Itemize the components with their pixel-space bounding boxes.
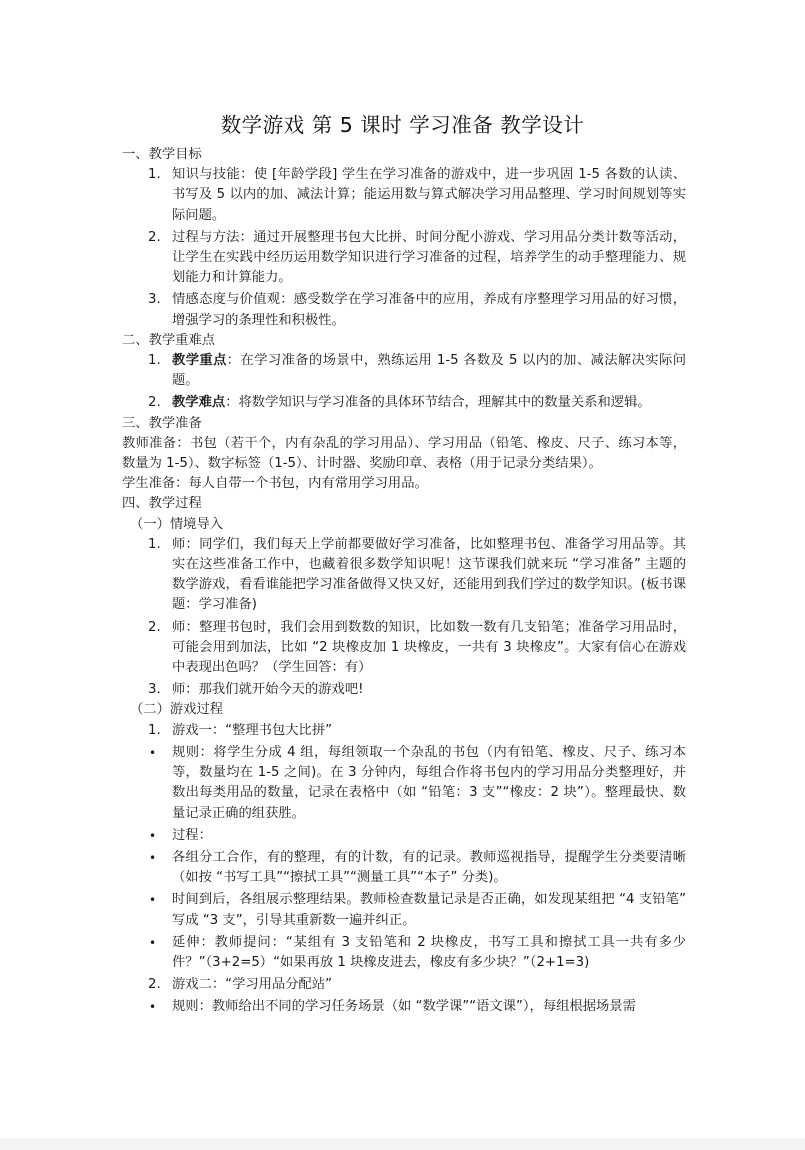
list-marker: 2. bbox=[148, 395, 161, 411]
bullet-item bbox=[122, 848, 686, 888]
bold-label: 教学重点 bbox=[172, 353, 227, 369]
list-item bbox=[122, 165, 686, 226]
subsection-heading-games: （二）游戏过程 bbox=[130, 702, 224, 718]
list-item bbox=[122, 618, 686, 679]
document-body bbox=[122, 145, 686, 1020]
list-marker: 2. bbox=[148, 977, 161, 993]
list-marker: 3. bbox=[148, 292, 161, 308]
list-item bbox=[122, 351, 686, 391]
section-heading-keypoints: 二、教学重难点 bbox=[122, 332, 216, 348]
bold-label: 教学难点 bbox=[172, 395, 226, 411]
list-item bbox=[122, 721, 686, 741]
list-item-text: 知识与技能：使 [年龄学段] 学生在学习准备的游戏中，进一步巩固 1-5 各数的认读、书写及 5 以内的加、减法计算；能运用数与算式解决学习用品整理、学习时间规划等实际问题。 bbox=[172, 167, 686, 223]
list-item-text: ：在学习准备的场景中，熟练运用 1-5 各数及 5 以内的加、减法解决实际问题。 bbox=[172, 353, 686, 389]
student-prep-paragraph: 学生准备：每人自带一个书包，内有常用学习用品。 bbox=[122, 476, 428, 492]
bullet-text: 时间到后，各组展示整理结果。教师检查数量记录是否正确，如发现某组把 “4 支铅笔” 写成 “3 支”，引导其重新数一遍并纠正。 bbox=[172, 892, 686, 928]
bullet-item bbox=[122, 997, 686, 1017]
bullet-text: 过程： bbox=[172, 827, 212, 843]
section-heading-goals: 一、教学目标 bbox=[122, 147, 202, 162]
list-item bbox=[122, 680, 686, 700]
list-item bbox=[122, 393, 686, 413]
list-marker: 1. bbox=[148, 536, 161, 552]
list-item-text: ：将数学知识与学习准备的具体环节结合，理解其中的数量关系和逻辑。 bbox=[225, 395, 651, 411]
page-title: 数学游戏 第 5 课时 学习准备 教学设计 bbox=[220, 113, 585, 137]
game-title: 游戏二：“学习用品分配站” bbox=[172, 977, 333, 993]
bullet-icon: • bbox=[149, 745, 157, 760]
bullet-text: 规则：教师给出不同的学习任务场景（如 “数学课”“语文课”），每组根据场景需 bbox=[172, 999, 636, 1015]
bullet-icon: • bbox=[149, 850, 157, 865]
bullet-icon: • bbox=[149, 935, 157, 950]
list-item-text: 过程与方法：通过开展整理书包大比拼、时间分配小游戏、学习用品分类计数等活动，让学生在实践中经历运用数学知识进行学习准备的过程，培养学生的动手整理能力、规划能力和计算能力。 bbox=[172, 229, 686, 286]
teacher-prep-paragraph: 教师准备：书包（若干个，内有杂乱的学习用品）、学习用品（铅笔、橡皮、尺子、练习本等，数量为 1-5）、数字标签（1-5）、计时器、奖励印章、表格（用于记录分类结果）。 bbox=[122, 435, 686, 472]
list-marker: 1. bbox=[148, 167, 161, 183]
game-title: 游戏一：“整理书包大比拼” bbox=[172, 722, 333, 738]
bullet-item bbox=[122, 826, 686, 846]
section-heading-process: 四、教学过程 bbox=[122, 496, 202, 512]
bullet-icon: • bbox=[149, 893, 157, 908]
list-item bbox=[122, 290, 686, 330]
list-item bbox=[122, 228, 686, 289]
bullet-icon: • bbox=[149, 828, 157, 843]
list-item bbox=[122, 535, 686, 616]
list-item-text: 情感态度与价值观：感受数学在学习准备中的应用，养成有序整理学习用品的好习惯，增强学习的条理性和积极性。 bbox=[172, 292, 686, 328]
list-item-text: 师：那我们就开始今天的游戏吧! bbox=[172, 682, 364, 698]
bullet-text: 各组分工合作，有的整理，有的计数，有的记录。教师巡视指导，提醒学生分类要清晰（如按 “书写工具”“擦拭工具”“测量工具”“本子” 分类)。 bbox=[172, 849, 686, 886]
subsection-heading-intro: （一）情境导入 bbox=[130, 516, 224, 532]
list-marker: 1. bbox=[148, 722, 161, 738]
list-marker: 3. bbox=[148, 682, 161, 698]
list-item-text: 师：整理书包时，我们会用到数数的知识，比如数一数有几支铅笔；准备学习用品时，可能会用到加法，比如 “2 块橡皮加 1 块橡皮，一共有 3 块橡皮”。大家有信心在游戏中表现出色吗？（学生回答：有） bbox=[172, 619, 686, 676]
bullet-text: 规则：将学生分成 4 组，每组领取一个杂乱的书包（内有铅笔、橡皮、尺子、练习本等，数量均在 1-5 之间)。在 3 分钟内，每组合作将书包内的学习用品分类整理好，并数出每类用品的数量，记录在表格中（如 “铅笔：3 支”“橡皮：2 块”）。整理最快、数量记录正确的组获胜。 bbox=[172, 744, 686, 821]
bullet-item bbox=[122, 743, 686, 824]
bullet-icon: • bbox=[149, 1000, 157, 1015]
list-marker: 2. bbox=[148, 619, 161, 635]
bullet-text: 延伸：教师提问：“某组有 3 支铅笔和 2 块橡皮，书写工具和擦拭工具一共有多少件？”（3+2=5）“如果再放 1 块橡皮进去，橡皮有多少块？”（2+1=3) bbox=[172, 934, 686, 970]
list-item bbox=[122, 975, 686, 995]
list-item-text: 师：同学们，我们每天上学前都要做好学习准备，比如整理书包、准备学习用品等。其实在这些准备工作中，也藏着很多数学知识呢！这节课我们就来玩 “学习准备” 主题的数学游戏，看看谁能把学习准备做得又快又好，还能用到我们学过的数学知识。(板书课题：学习准备) bbox=[172, 536, 686, 613]
section-heading-prep: 三、教学准备 bbox=[122, 415, 202, 431]
list-marker: 1. bbox=[148, 353, 161, 369]
list-marker: 2. bbox=[148, 229, 161, 245]
bullet-item bbox=[122, 933, 686, 973]
bullet-item bbox=[122, 890, 686, 930]
